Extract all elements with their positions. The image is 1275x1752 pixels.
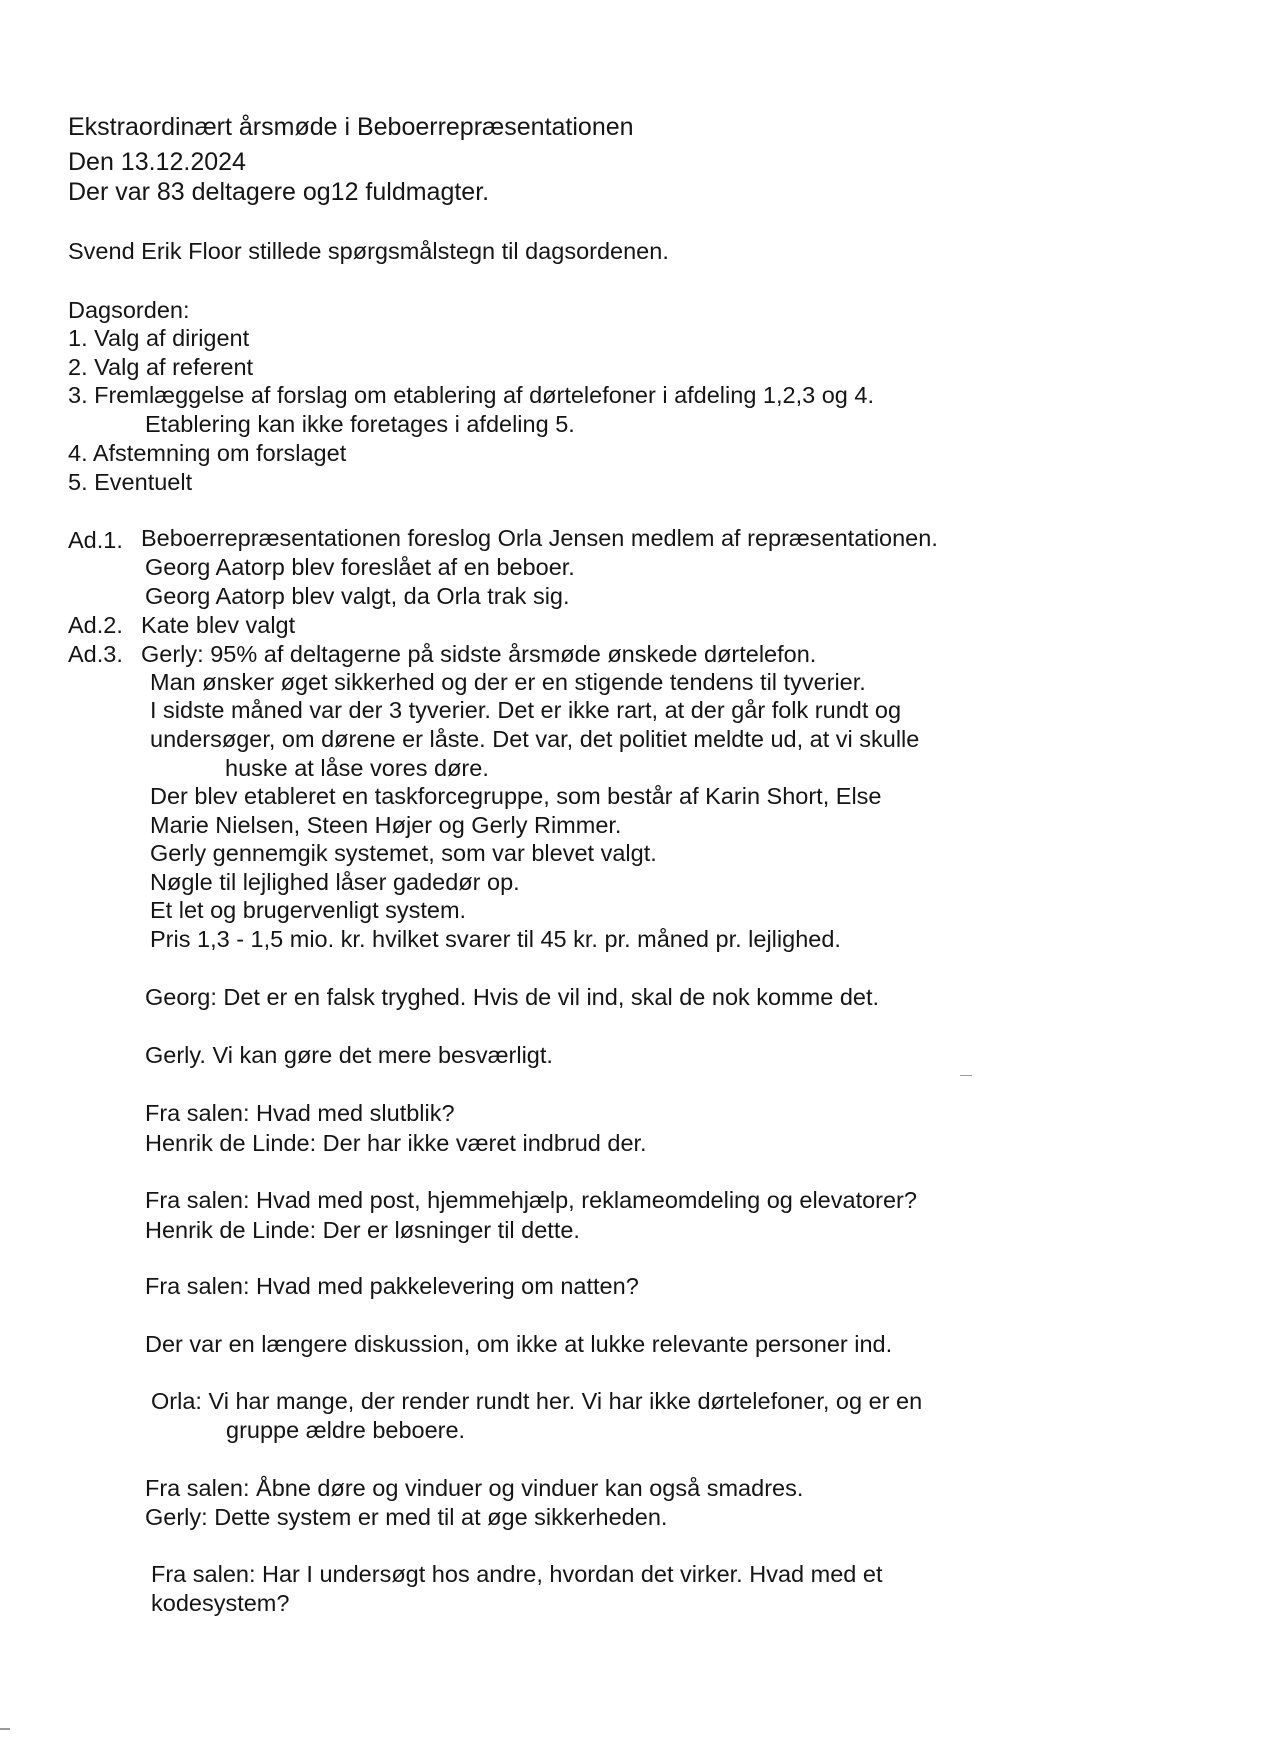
ad2-line: Kate blev valgt <box>141 612 296 638</box>
discussion-line: Orla: Vi har mange, der render rundt her. Vi har ikke dørtelefoner, og er en <box>151 1388 923 1414</box>
ad3-line: Gerly: 95% af deltagerne på sidste årsmøde ønskede dørtelefon. <box>141 641 817 667</box>
ad3-line: Man ønsker øget sikkerhed og der er en stigende tendens til tyverier. <box>150 669 866 695</box>
ad3-line: Gerly gennemgik systemet, som var blevet valgt. <box>150 840 657 866</box>
discussion-line: kodesystem? <box>151 1590 290 1616</box>
ad1-label: Ad.1. <box>68 527 123 553</box>
ad3-line: undersøger, om dørene er låste. Det var, det politiet meldte ud, at vi skulle <box>150 726 920 752</box>
agenda-heading: Dagsorden: <box>68 297 190 323</box>
discussion-line: Fra salen: Hvad med pakkelevering om natten? <box>145 1273 639 1299</box>
ad3-line: I sidste måned var der 3 tyverier. Det er ikke rart, at der går folk rundt og <box>150 697 902 723</box>
ad3-line: Et let og brugervenligt system. <box>150 897 467 923</box>
discussion-line: gruppe ældre beboere. <box>226 1417 466 1443</box>
discussion-line: Gerly. Vi kan gøre det mere besværligt. <box>145 1042 553 1068</box>
scan-speck <box>960 1075 972 1076</box>
ad2-label: Ad.2. <box>68 612 123 638</box>
discussion-line: Fra salen: Hvad med post, hjemmehjælp, reklameomdeling og elevatorer? <box>145 1187 917 1213</box>
agenda-item: 2. Valg af referent <box>68 354 254 380</box>
attendance-line: Der var 83 deltagere og12 fuldmagter. <box>68 178 490 206</box>
ad1-line: Beboerrepræsentationen foreslog Orla Jensen medlem af repræsentationen. <box>141 525 938 551</box>
ad3-line: Nøgle til lejlighed låser gadedør op. <box>150 869 520 895</box>
discussion-line: Fra salen: Hvad med slutblik? <box>145 1100 455 1126</box>
discussion-line: Der var en længere diskussion, om ikke at lukke relevante personer ind. <box>145 1331 893 1357</box>
ad3-line: Der blev etableret en taskforcegruppe, som består af Karin Short, Else <box>150 783 882 809</box>
agenda-item: 1. Valg af dirigent <box>68 325 250 351</box>
agenda-item: 5. Eventuelt <box>68 469 193 495</box>
discussion-line: Gerly: Dette system er med til at øge sikkerheden. <box>145 1504 668 1530</box>
discussion-line: Fra salen: Har I undersøgt hos andre, hvordan det virker. Hvad med et <box>151 1561 883 1587</box>
intro-line: Svend Erik Floor stillede spørgsmålstegn til dagsordenen. <box>68 238 669 264</box>
document-title: Ekstraordinært årsmøde i Beboerrepræsentationen <box>68 113 634 141</box>
scan-speck <box>0 1728 10 1730</box>
ad3-line: huske at låse vores døre. <box>225 755 489 781</box>
discussion-line: Henrik de Linde: Der har ikke været indbrud der. <box>145 1130 647 1156</box>
discussion-line: Fra salen: Åbne døre og vinduer og vinduer kan også smadres. <box>145 1475 804 1501</box>
ad1-line: Georg Aatorp blev foreslået af en beboer. <box>145 554 575 580</box>
ad3-label: Ad.3. <box>68 641 123 667</box>
ad3-line: Pris 1,3 - 1,5 mio. kr. hvilket svarer til 45 kr. pr. måned pr. lejlighed. <box>150 926 841 952</box>
agenda-item: 4. Afstemning om forslaget <box>68 440 347 466</box>
ad3-line: Marie Nielsen, Steen Højer og Gerly Rimmer. <box>150 812 622 838</box>
discussion-line: Georg: Det er en falsk tryghed. Hvis de vil ind, skal de nok komme det. <box>145 984 880 1010</box>
agenda-item: 3. Fremlæggelse af forslag om etablering af dørtelefoner i afdeling 1,2,3 og 4. <box>68 382 874 408</box>
discussion-line: Henrik de Linde: Der er løsninger til dette. <box>145 1217 580 1243</box>
agenda-item-continuation: Etablering kan ikke foretages i afdeling 5. <box>145 411 575 437</box>
meeting-date: Den 13.12.2024 <box>68 148 246 176</box>
ad1-line: Georg Aatorp blev valgt, da Orla trak sig. <box>145 583 570 609</box>
